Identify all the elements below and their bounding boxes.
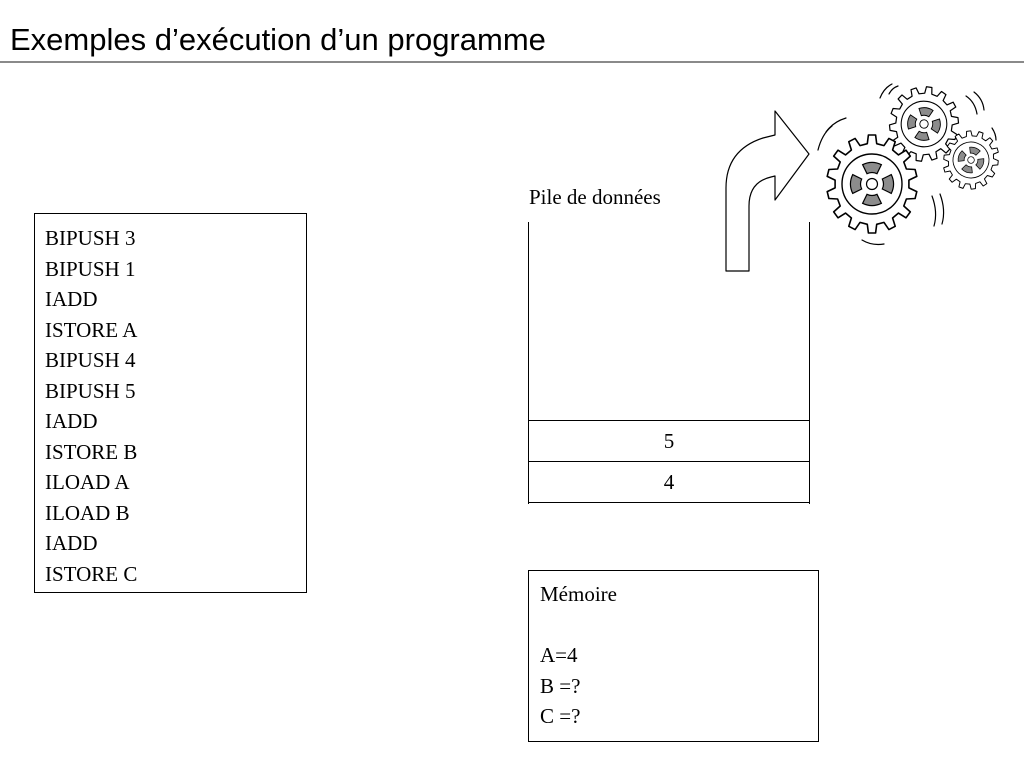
slide-title: Exemples d’exécution d’un programme (10, 22, 546, 57)
instruction-line: BIPUSH 1 (45, 256, 136, 281)
instruction-line: ILOAD B (45, 500, 130, 525)
instruction-line: BIPUSH 4 (45, 348, 136, 372)
instruction-line: BIPUSH 3 (45, 226, 136, 250)
instruction-line: ISTORE A (45, 317, 138, 342)
stack-cell-bottom: 4 (528, 461, 810, 503)
memory-entry-b: B =? (540, 673, 581, 698)
curved-arrow-icon (726, 111, 809, 271)
gears-icon (818, 82, 1006, 244)
instruction-line: IADD (45, 287, 98, 311)
stack-cell-top: 5 (528, 420, 810, 462)
instruction-line: ISTORE C (45, 561, 138, 586)
instruction-line: ISTORE B (45, 439, 138, 464)
instruction-line: IADD (45, 409, 98, 433)
instruction-line: BIPUSH 5 (45, 378, 136, 403)
memory-entry-a: A=4 (540, 643, 578, 667)
instruction-line: ILOAD A (45, 470, 130, 494)
memory-title: Mémoire (540, 582, 617, 606)
memory-entry-c: C =? (540, 704, 581, 728)
instruction-line: IADD (45, 531, 98, 555)
stack-label: Pile de données (529, 185, 661, 209)
